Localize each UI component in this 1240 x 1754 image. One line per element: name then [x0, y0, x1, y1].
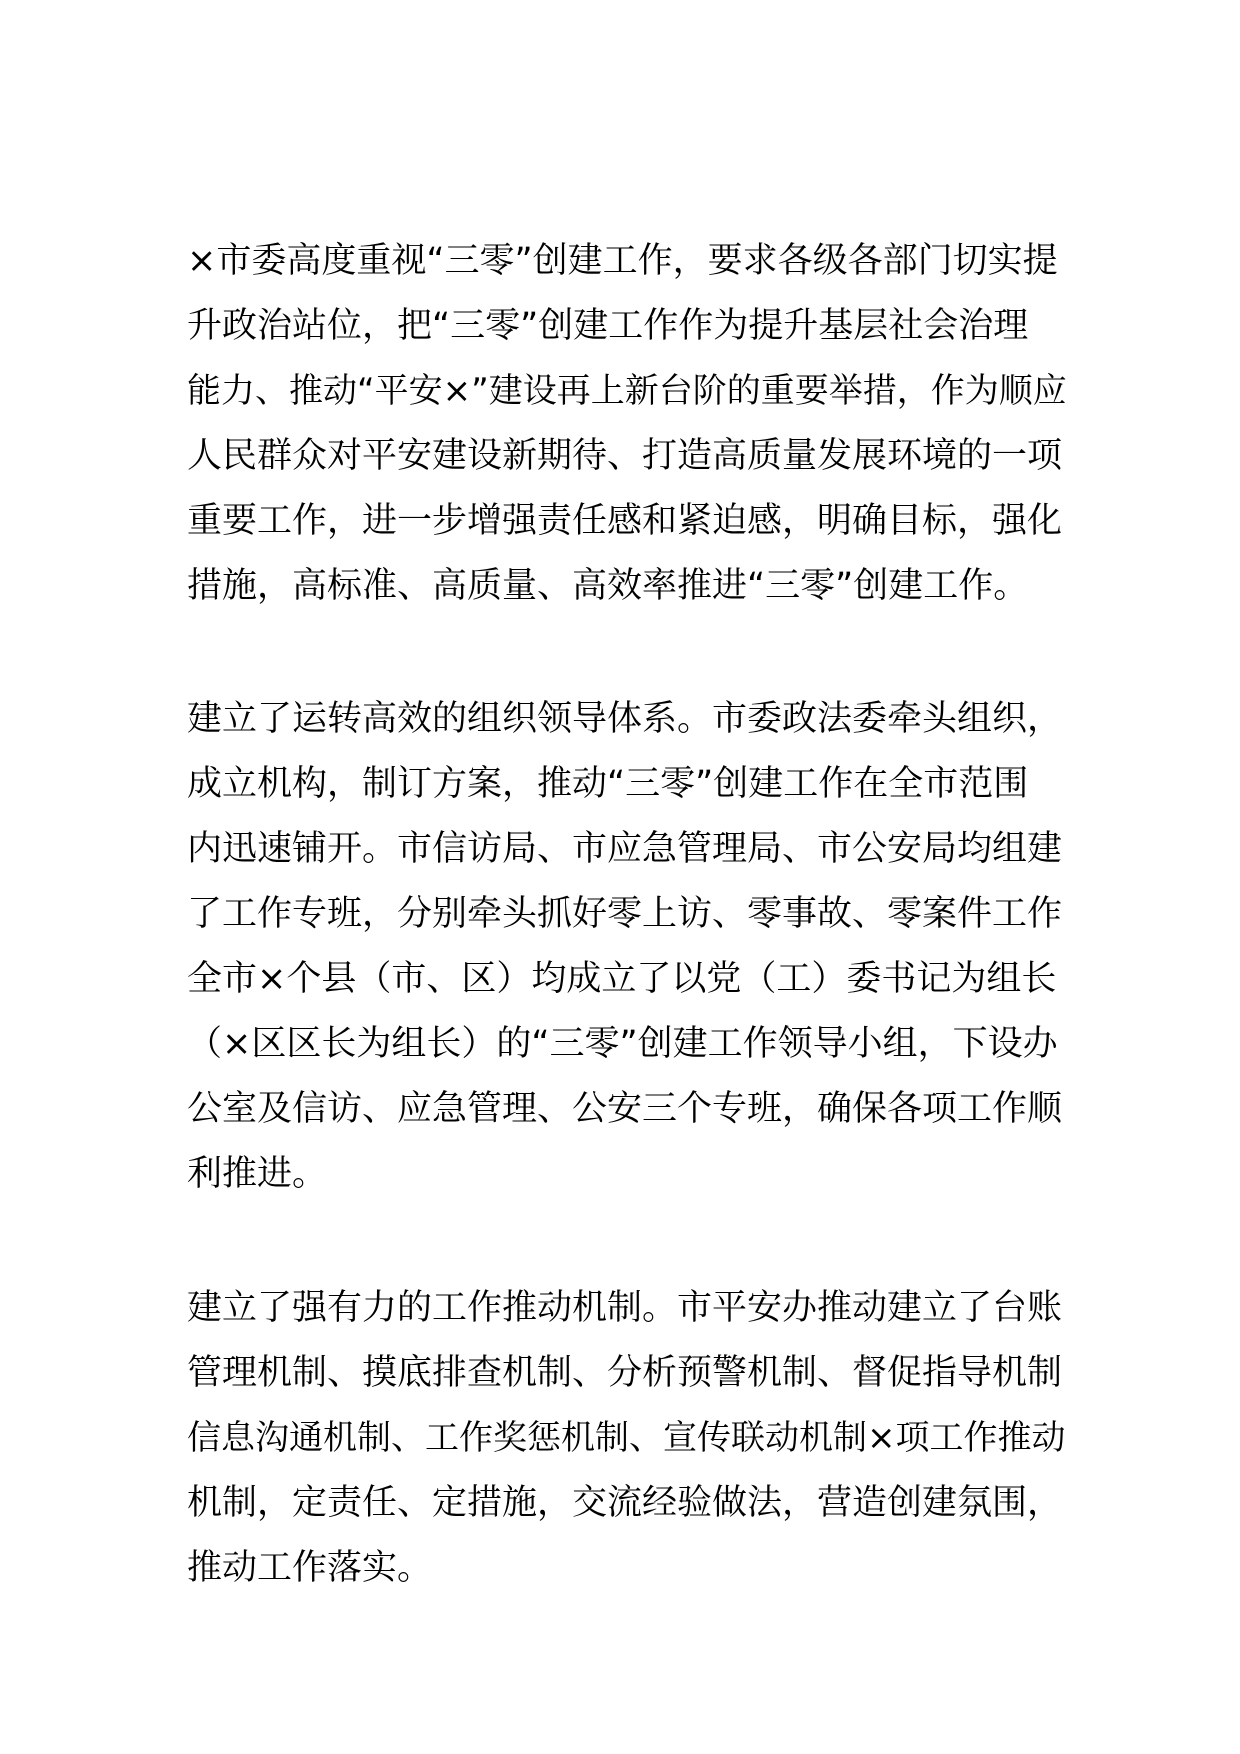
text-line: 成立机构，制订方案，推动“三零”创建工作在全市范围 [187, 764, 1029, 804]
text-line: 内迅速铺开。市信访局、市应急管理局、市公安局均组建 [187, 829, 1063, 869]
text-line: （×区区长为组长）的“三零”创建工作领导小组，下设办 [187, 1024, 1058, 1064]
text-line: 利推进。 [187, 1154, 328, 1194]
text-line: 了工作专班，分别牵头抓好零上访、零事故、零案件工作 [187, 894, 1063, 934]
text-line: 重要工作，进一步增强责任感和紧迫感，明确目标，强化 [187, 501, 1063, 541]
text-line: 管理机制、摸底排查机制、分析预警机制、督促指导机制 [187, 1353, 1063, 1393]
paragraph-3 [187, 1276, 1067, 1601]
text-line: ×市委高度重视“三零”创建工作，要求各级各部门切实提 [187, 241, 1058, 281]
paragraph-1 [187, 229, 1067, 619]
text-line: 建立了强有力的工作推动机制。市平安办推动建立了台账 [187, 1288, 1063, 1328]
text-line: 建立了运转高效的组织领导体系。市委政法委牵头组织， [187, 699, 1063, 739]
text-line: 升政治站位，把“三零”创建工作作为提升基层社会治理 [187, 306, 1029, 346]
text-line: 信息沟通机制、工作奖惩机制、宣传联动机制×项工作推动 [187, 1418, 1066, 1458]
text-line: 公室及信访、应急管理、公安三个专班，确保各项工作顺 [187, 1089, 1063, 1129]
text-line: 能力、推动“平安×”建设再上新台阶的重要举措，作为顺应 [187, 371, 1067, 411]
paragraph-2 [187, 687, 1067, 1207]
text-line: 机制，定责任、定措施，交流经验做法，营造创建氛围， [187, 1483, 1063, 1523]
text-line: 措施，高标准、高质量、高效率推进“三零”创建工作。 [187, 566, 1029, 606]
text-line: 推动工作落实。 [187, 1548, 433, 1588]
text-line: 全市×个县（市、区）均成立了以党（工）委书记为组长 [187, 959, 1057, 999]
text-line: 人民群众对平安建设新期待、打造高质量发展环境的一项 [187, 436, 1063, 476]
